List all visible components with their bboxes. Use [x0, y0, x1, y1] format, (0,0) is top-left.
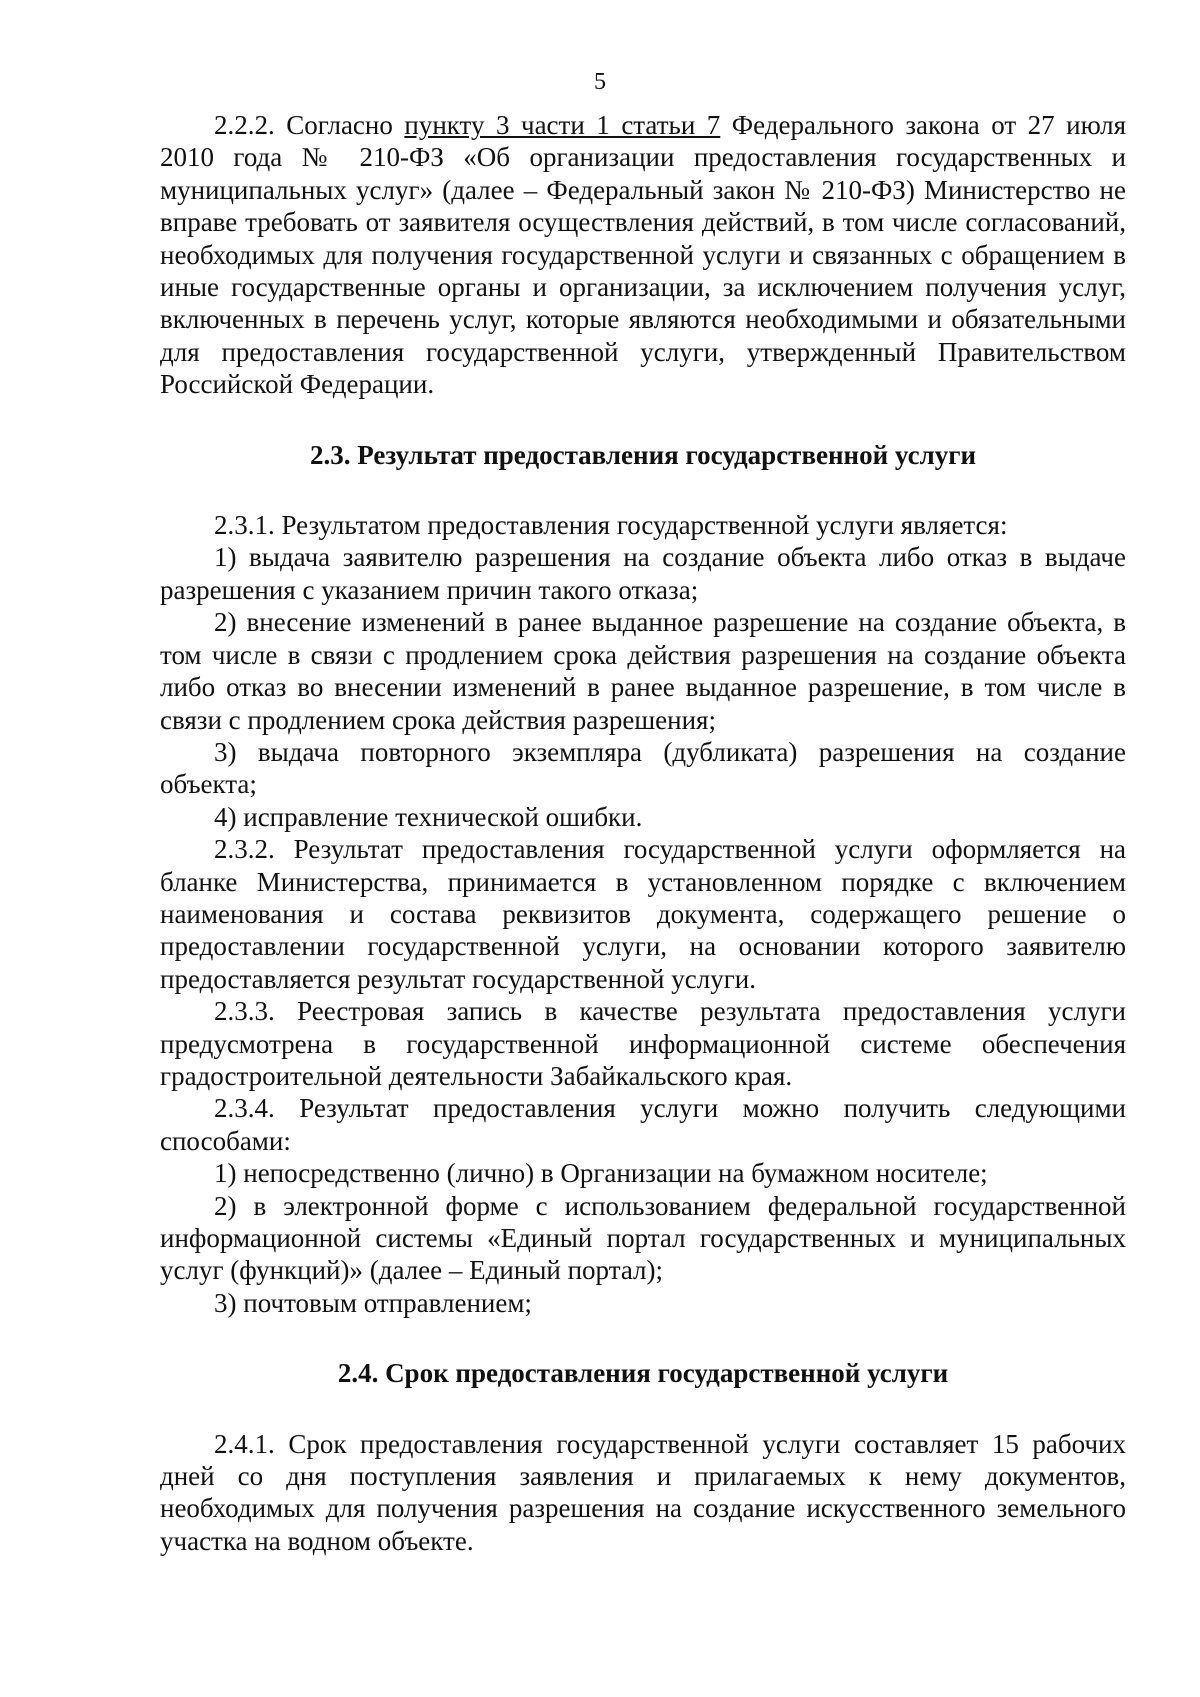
- paragraph-2-3-1: 2.3.1. Результатом предоставления государственной услуги является:: [214, 510, 1008, 541]
- heading-2-3: 2.3. Результат предоставления государственной услуги: [309, 439, 977, 470]
- paragraph-2-2-2: [160, 109, 1126, 401]
- list-item: 1) непосредственно (лично) в Организации на бумажном носителе;: [214, 1158, 988, 1189]
- list-item: 2) в электронной форме с использованием федеральной государственной информационной системы «Единый портал государственных и муниципальных услуг (функций)» (далее – Единый портал);: [160, 1190, 1126, 1286]
- list-item: 3) выдача повторного экземпляра (дубликата) разрешения на создание объекта;: [160, 736, 1126, 800]
- list-item: 4) исправление технической ошибки.: [214, 801, 643, 832]
- heading-2-4: 2.4. Срок предоставления государственной услуги: [337, 1358, 949, 1389]
- paragraph-2-3-3: 2.3.3. Реестровая запись в качестве результата предоставления услуги предусмотрена в государственной информационной системе обеспечения градостроительной деятельности Забайкальского края.: [160, 996, 1126, 1091]
- paragraph-2-2-2-prefix: 2.2.2. Согласно: [214, 110, 405, 140]
- law-reference-link[interactable]: пункту 3 части 1 статьи 7: [404, 110, 721, 140]
- page-number: 5: [594, 69, 606, 95]
- list-item: 3) почтовым отправлением;: [214, 1287, 532, 1318]
- paragraph-2-4-1: 2.4.1. Срок предоставления государственной услуги составляет 15 рабочих дней со дня поступления заявления и прилагаемых к нему документов, необходимых для получения разрешения на создание искусственного земельного участка на водном объекте.: [160, 1428, 1126, 1556]
- list-item: 2) внесение изменений в ранее выданное разрешение на создание объекта, в том числе в связи с продлением срока действия разрешения на создание объекта либо отказ во внесении изменений в ранее выданное разрешение, в том числе в связи с продлением срока действия разрешения;: [160, 607, 1126, 735]
- list-item: 1) выдача заявителю разрешения на создание объекта либо отказ в выдаче разрешения с указанием причин такого отказа;: [160, 542, 1126, 605]
- document-body: [160, 109, 1126, 1557]
- paragraph-2-3-2: 2.3.2. Результат предоставления государственной услуги оформляется на бланке Министерства, принимается в установленном порядке с включением наименования и состава реквизитов документа, содержащего решение о предоставлении государственной услуги, на основании которого заявителю предоставляется результат государственной услуги.: [160, 834, 1126, 994]
- paragraph-2-2-2-text: Федерального закона от 27 июля 2010 года № 210-ФЗ «Об организации предоставления государственных и муниципальных услуг» (далее – Федеральный закон № 210-ФЗ) Министерство не вправе требовать от заявителя осуществления действий, в том числе согласований, необходимых для получения государственной услуги и связанных с обращением в иные государственные органы и организации, за исключением получения услуг, включенных в перечень услуг, которые являются необходимыми и обязательными для предоставления государственной услуги, утвержденный Правительством Российской Федерации.: [160, 110, 1127, 400]
- paragraph-2-3-4: 2.3.4. Результат предоставления услуги можно получить следующими способами:: [160, 1093, 1126, 1156]
